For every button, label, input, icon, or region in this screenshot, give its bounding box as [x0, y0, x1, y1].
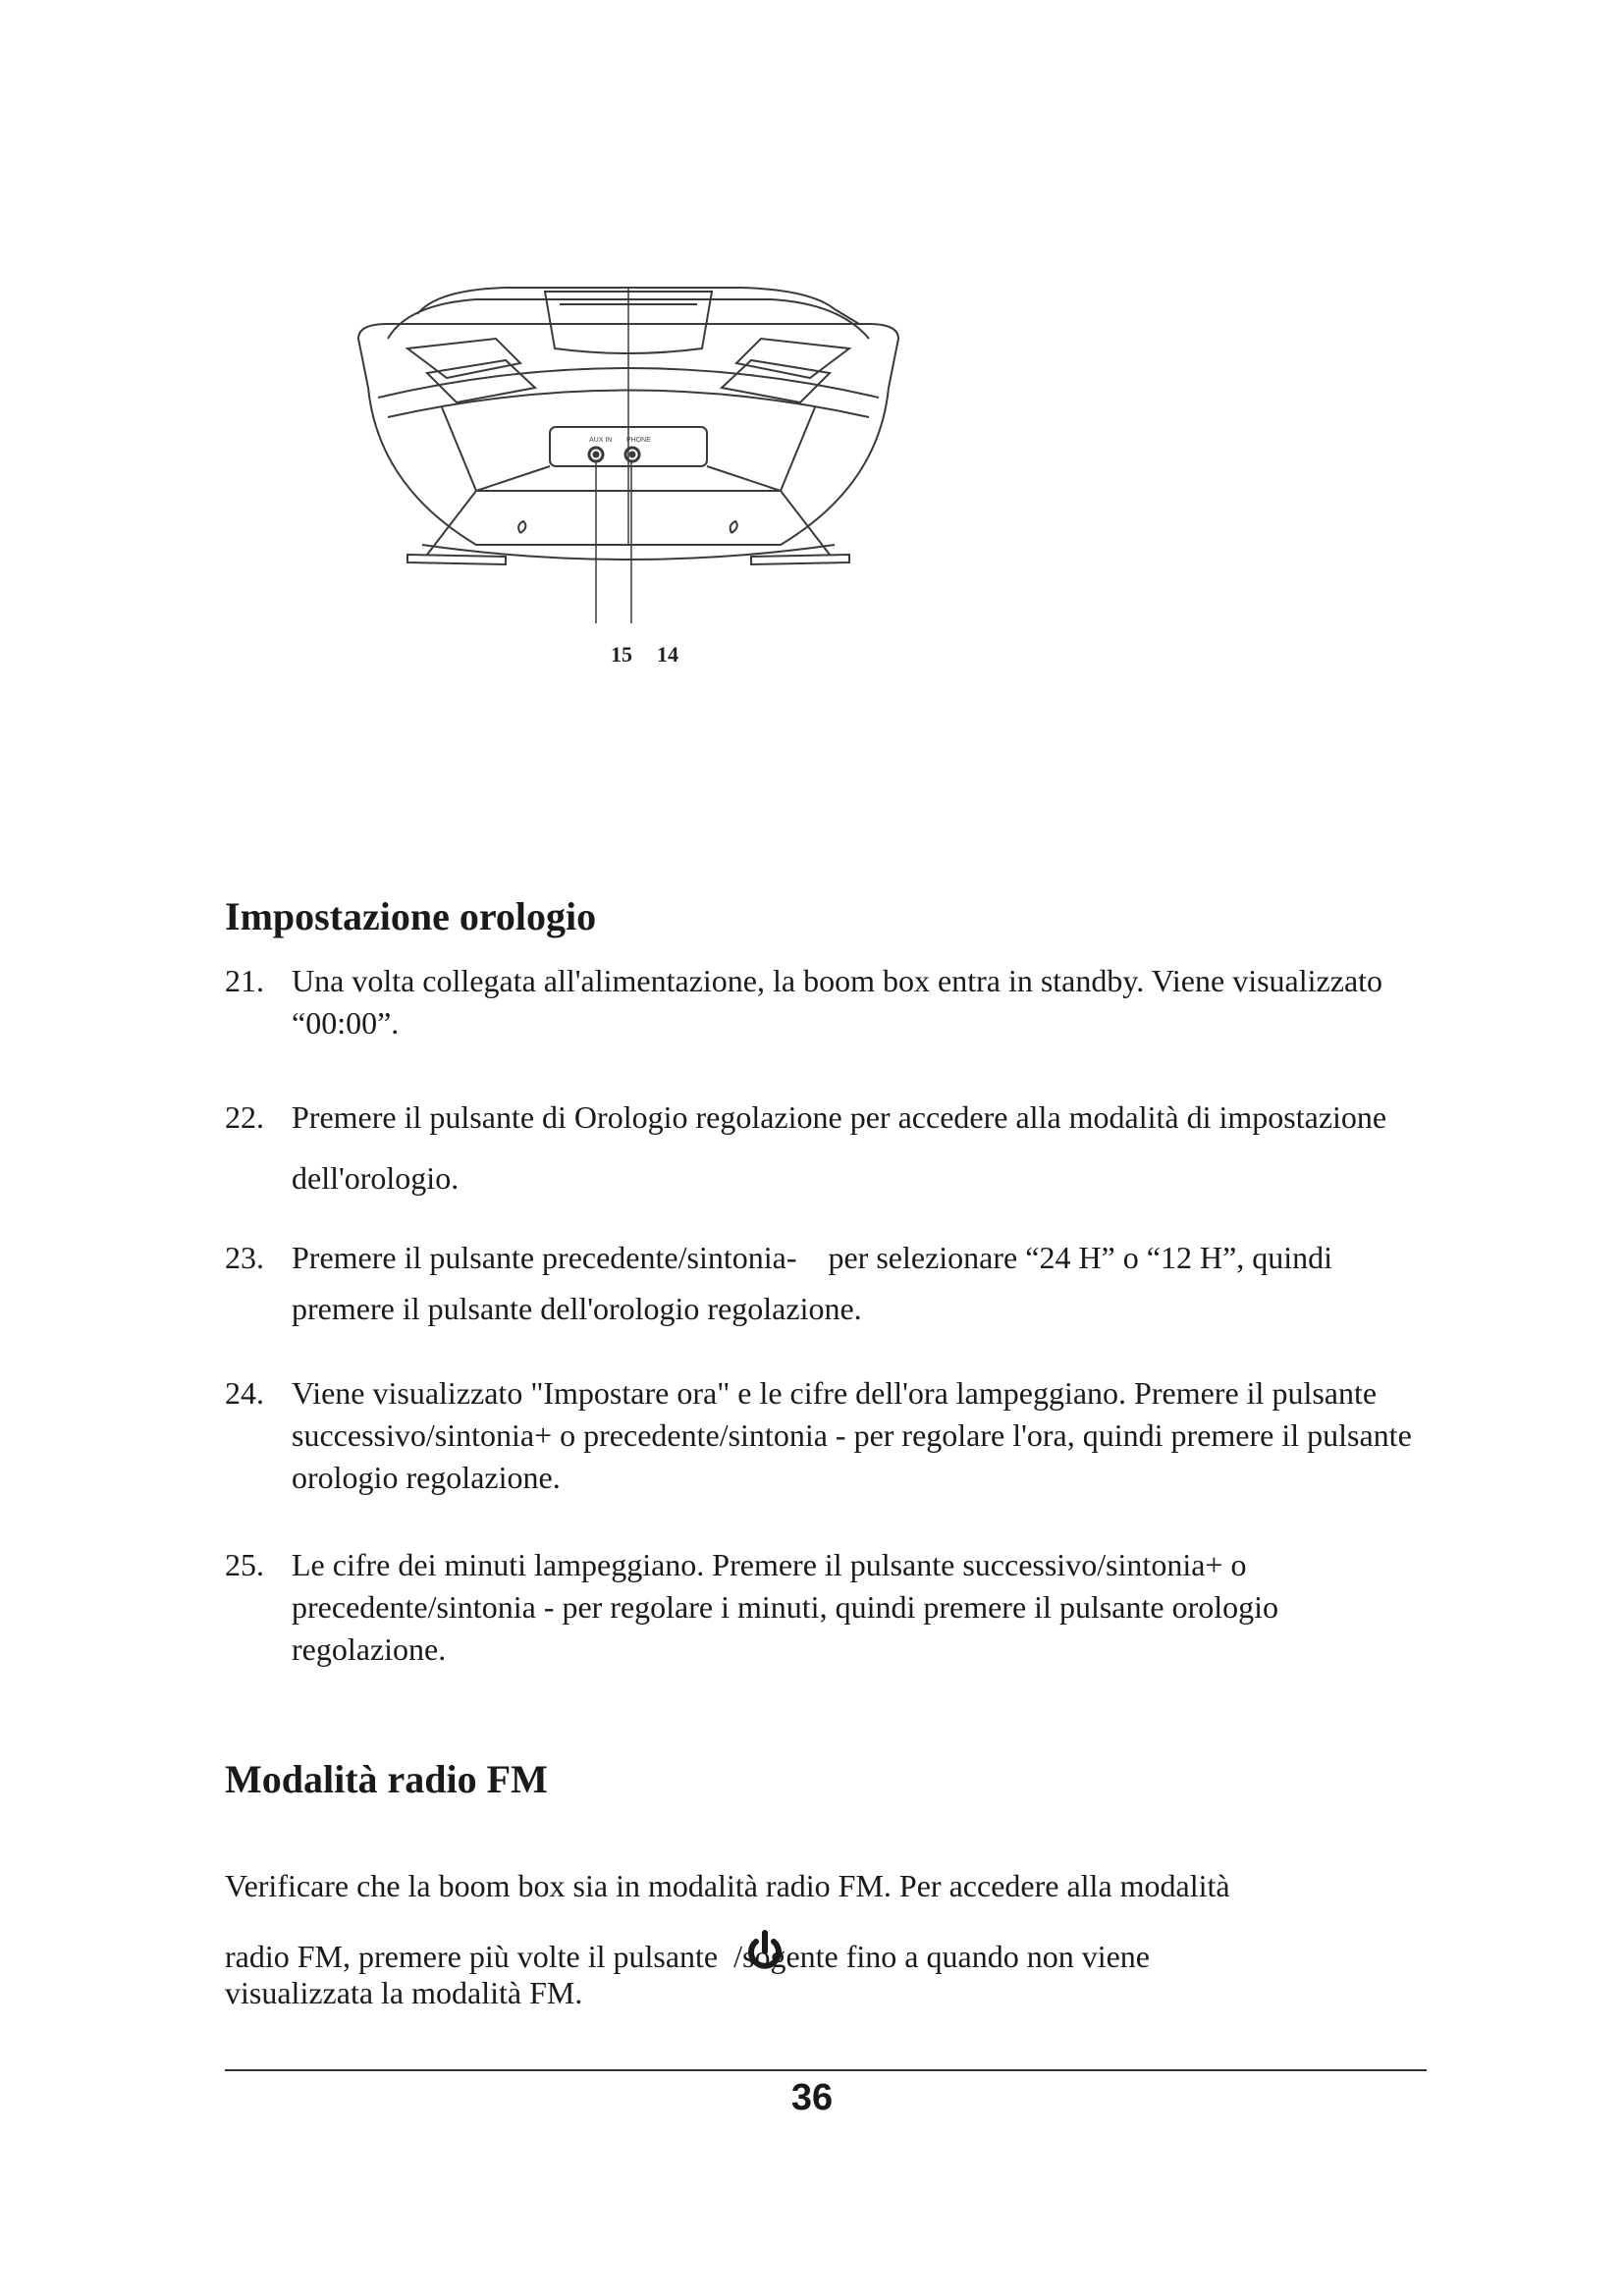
list-item [225, 960, 1423, 1044]
item-number: 24. [225, 1375, 264, 1411]
item-number: 22. [225, 1099, 264, 1135]
item-text: Premere il pulsante di Orologio regolazione per accedere alla modalità di impostazione dell'orologio. [292, 1099, 1387, 1196]
item-number: 25. [225, 1547, 264, 1582]
item-text: Una volta collegata all'alimentazione, la boom box entra in standby. Viene visualizzato “00:00”. [292, 963, 1383, 1041]
list-item [225, 1372, 1423, 1499]
fm-paragraph-line-2 [225, 1930, 1433, 1978]
fm-paragraph-line-3: visualizzata la modalità FM. [225, 1975, 583, 2010]
item-text: Viene visualizzato "Impostare ora" e le cifre dell'ora lampeggiano. Premere il pulsante successivo/sintonia+ o precedente/sintonia - per regolare l'ora, quindi premere il pulsante orologio regolazione. [292, 1375, 1412, 1495]
footer-divider [225, 2069, 1427, 2071]
svg-text:PHONE: PHONE [626, 437, 651, 444]
item-number: 23. [225, 1240, 264, 1275]
boombox-diagram [349, 280, 908, 682]
item-number: 21. [225, 963, 264, 998]
fm-line-2-end: gente fino a quando non viene [770, 1939, 1150, 1974]
callout-label-14: 14 [657, 642, 678, 667]
fm-line-2-start: radio FM, premere più volte il pulsante /so [225, 1939, 771, 1974]
item-text: Le cifre dei minuti lampeggiano. Premere il pulsante successivo/sintonia+ o precedente/sintonia - per regolare i minuti, quindi premere il pulsante orologio regolazione. [292, 1547, 1279, 1667]
section-heading-clock: Impostazione orologio [225, 894, 597, 938]
callout-label-15: 15 [611, 642, 632, 667]
list-item [225, 1232, 1423, 1334]
fm-paragraph-line-1: Verificare che la boom box sia in modalità radio FM. Per accedere alla modalità [225, 1868, 1230, 1903]
list-item [225, 1087, 1423, 1208]
svg-text:AUX IN: AUX IN [589, 437, 613, 444]
section-heading-fm-radio: Modalità radio FM [225, 1757, 548, 1801]
page-number: 36 [790, 2077, 834, 2118]
item-text: Premere il pulsante precedente/sintonia- per selezionare “24 H” o “12 H”, quindi premere il pulsante dell'orologio regolazione. [292, 1240, 1341, 1326]
list-item [225, 1544, 1423, 1671]
